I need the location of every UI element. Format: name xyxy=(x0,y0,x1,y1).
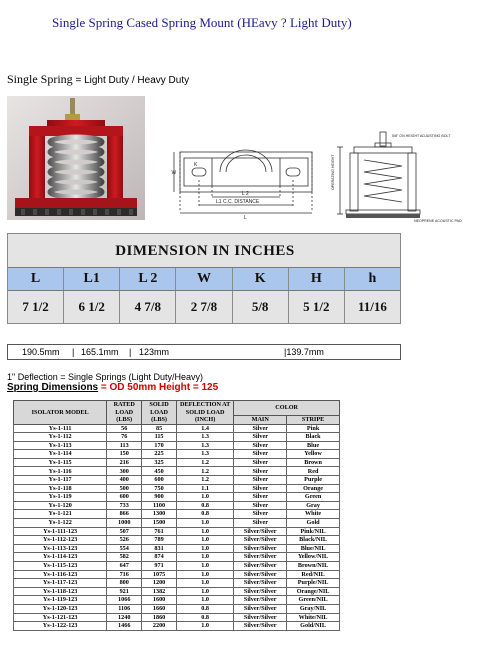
cell-solid-load: 1200 xyxy=(142,579,177,588)
table-row xyxy=(14,536,340,545)
mm-value-l1: 165.1mm xyxy=(81,347,119,357)
cell-deflection: 1.0 xyxy=(176,570,233,579)
drawing-label-k: K xyxy=(194,162,198,168)
cell-stripe-color: Blue/NIL xyxy=(287,544,340,553)
dim-header-w: W xyxy=(176,268,232,290)
cell-rated-load: 300 xyxy=(107,467,142,476)
spring-dimensions xyxy=(7,382,218,393)
cell-rated-load: 600 xyxy=(107,493,142,502)
product-duty: = Light Duty / Heavy Duty xyxy=(75,75,190,86)
cell-model: Ys-1-119-123 xyxy=(14,596,107,605)
col-header-solid-load: SOLID LOAD (LBS) xyxy=(142,401,177,425)
cell-rated-load: 76 xyxy=(107,433,142,442)
cell-deflection: 1.0 xyxy=(176,536,233,545)
cell-deflection: 1.0 xyxy=(176,527,233,536)
col-header-model: ISOLATOR MODEL xyxy=(14,401,107,425)
cell-rated-load: 400 xyxy=(107,476,142,485)
cell-main-color: Silver/Silver xyxy=(234,596,287,605)
cell-solid-load: 85 xyxy=(142,424,177,433)
dim-header-h-upper: H xyxy=(289,268,345,290)
table-row xyxy=(14,570,340,579)
cell-solid-load: 874 xyxy=(142,553,177,562)
cell-main-color: Silver/Silver xyxy=(234,570,287,579)
cell-solid-load: 971 xyxy=(142,562,177,571)
cell-rated-load: 1106 xyxy=(107,604,142,613)
cell-rated-load: 113 xyxy=(107,441,142,450)
metric-dimensions-box xyxy=(7,344,401,360)
mm-separator: | xyxy=(72,347,75,357)
col-header-rated-load: RATED LOAD (LBS) xyxy=(107,401,142,425)
cell-solid-load: 1500 xyxy=(142,519,177,528)
cell-deflection: 1.0 xyxy=(176,587,233,596)
cell-main-color: Silver xyxy=(234,501,287,510)
mm-value-l2: 123mm xyxy=(139,347,170,357)
cell-main-color: Silver/Silver xyxy=(234,544,287,553)
cell-stripe-color: Gray/NIL xyxy=(287,604,340,613)
cell-stripe-color: Yellow xyxy=(287,450,340,459)
dimension-table xyxy=(7,233,401,324)
cell-rated-load: 1240 xyxy=(107,613,142,622)
table-row xyxy=(14,484,340,493)
cell-main-color: Silver xyxy=(234,467,287,476)
cell-main-color: Silver xyxy=(234,450,287,459)
cell-model: Ys-1-112-123 xyxy=(14,536,107,545)
cell-model: Ys-1-119 xyxy=(14,493,107,502)
table-row xyxy=(14,493,340,502)
cell-deflection: 0.8 xyxy=(176,501,233,510)
cell-stripe-color: Gold xyxy=(287,519,340,528)
spring-dimensions-value: = OD 50mm Height = 125 xyxy=(100,382,219,393)
cell-rated-load: 921 xyxy=(107,587,142,596)
dim-value-l2: 4 7/8 xyxy=(120,291,176,323)
drawing-label-pad: NEOPRENE ACOUSTIC PAD xyxy=(414,219,462,223)
cell-rated-load: 1466 xyxy=(107,622,142,631)
isolator-spec-table xyxy=(13,400,340,631)
cell-rated-load: 500 xyxy=(107,484,142,493)
cell-main-color: Silver xyxy=(234,493,287,502)
cell-stripe-color: Brown/NIL xyxy=(287,562,340,571)
cell-model: Ys-1-113 xyxy=(14,441,107,450)
col-header-stripe: STRIPE xyxy=(287,416,340,425)
table-row xyxy=(14,476,340,485)
cell-main-color: Silver/Silver xyxy=(234,613,287,622)
table-row xyxy=(14,424,340,433)
cell-solid-load: 1660 xyxy=(142,604,177,613)
dim-value-h-upper: 5 1/2 xyxy=(289,291,345,323)
cell-main-color: Silver xyxy=(234,476,287,485)
cell-stripe-color: White xyxy=(287,510,340,519)
cell-rated-load: 507 xyxy=(107,527,142,536)
cell-stripe-color: Blue xyxy=(287,441,340,450)
side-view-drawing xyxy=(330,130,462,225)
cell-deflection: 1.0 xyxy=(176,579,233,588)
cell-model: Ys-1-122-123 xyxy=(14,622,107,631)
cell-rated-load: 56 xyxy=(107,424,142,433)
cell-model: Ys-1-117-123 xyxy=(14,579,107,588)
cell-stripe-color: Pink xyxy=(287,424,340,433)
dimension-value-row xyxy=(8,291,400,323)
cell-main-color: Silver xyxy=(234,441,287,450)
dim-value-k: 5/8 xyxy=(233,291,289,323)
cell-rated-load: 1000 xyxy=(107,519,142,528)
table-row xyxy=(14,467,340,476)
cell-stripe-color: White/NIL xyxy=(287,613,340,622)
cell-stripe-color: Brown xyxy=(287,458,340,467)
cell-solid-load: 225 xyxy=(142,450,177,459)
cell-rated-load: 733 xyxy=(107,501,142,510)
cell-solid-load: 1860 xyxy=(142,613,177,622)
front-view-drawing xyxy=(172,140,320,220)
dim-header-h-lower: h xyxy=(368,271,377,286)
cell-deflection: 1.0 xyxy=(176,622,233,631)
cell-deflection: 1.3 xyxy=(176,433,233,442)
cell-solid-load: 170 xyxy=(142,441,177,450)
cell-deflection: 0.8 xyxy=(176,510,233,519)
cell-model: Ys-1-118 xyxy=(14,484,107,493)
cell-rated-load: 554 xyxy=(107,544,142,553)
col-header-color: COLOR xyxy=(234,401,340,416)
cell-solid-load: 1600 xyxy=(142,596,177,605)
cell-stripe-color: Red xyxy=(287,467,340,476)
cell-model: Ys-1-111 xyxy=(14,424,107,433)
product-name: Single Spring xyxy=(7,72,73,86)
table-row xyxy=(14,441,340,450)
cell-deflection: 1.3 xyxy=(176,441,233,450)
product-photo xyxy=(7,96,145,220)
cell-model: Ys-1-112 xyxy=(14,433,107,442)
cell-solid-load: 900 xyxy=(142,493,177,502)
cell-stripe-color: Orange/NIL xyxy=(287,587,340,596)
cell-main-color: Silver/Silver xyxy=(234,604,287,613)
dimension-table-title: DIMENSION IN INCHES xyxy=(115,243,295,259)
cell-model: Ys-1-115-123 xyxy=(14,562,107,571)
dim-header-l1: L1 xyxy=(64,268,120,290)
cell-model: Ys-1-111-123 xyxy=(14,527,107,536)
col-header-deflection: DEFLECTION AT SOLID LOAD (INCH) xyxy=(176,401,233,425)
cell-deflection: 1.2 xyxy=(176,476,233,485)
table-row xyxy=(14,450,340,459)
cell-model: Ys-1-114 xyxy=(14,450,107,459)
cell-stripe-color: Green xyxy=(287,493,340,502)
drawing-label-l1: L1 C.C. DISTANCE xyxy=(216,199,260,205)
dim-value-w: 2 7/8 xyxy=(176,291,232,323)
cell-rated-load: 582 xyxy=(107,553,142,562)
cell-model: Ys-1-120-123 xyxy=(14,604,107,613)
table-row xyxy=(14,587,340,596)
cell-rated-load: 800 xyxy=(107,579,142,588)
dim-header-l: L xyxy=(8,268,64,290)
cell-main-color: Silver/Silver xyxy=(234,562,287,571)
table-row xyxy=(14,458,340,467)
spring-dimensions-label: Spring Dimensions xyxy=(7,382,99,393)
cell-deflection: 1.0 xyxy=(176,553,233,562)
mm-separator: | xyxy=(129,347,132,357)
table-row xyxy=(14,433,340,442)
cell-main-color: Silver xyxy=(234,424,287,433)
dim-value-l1: 6 1/2 xyxy=(64,291,120,323)
cell-model: Ys-1-121-123 xyxy=(14,613,107,622)
cell-model: Ys-1-116 xyxy=(14,467,107,476)
cell-main-color: Silver xyxy=(234,510,287,519)
drawing-label-w: W xyxy=(171,170,177,176)
dim-header-l2: L 2 xyxy=(120,268,176,290)
table-row xyxy=(14,553,340,562)
deflection-note: 1" Deflection = Single Springs (Light Duty/Heavy) xyxy=(7,372,204,382)
drawing-label-l: L xyxy=(244,215,247,221)
table-row xyxy=(14,562,340,571)
spec-table-body xyxy=(14,424,340,630)
dim-value-l: 7 1/2 xyxy=(8,291,64,323)
cell-main-color: Silver xyxy=(234,458,287,467)
cell-rated-load: 866 xyxy=(107,510,142,519)
cell-stripe-color: Red/NIL xyxy=(287,570,340,579)
table-row xyxy=(14,527,340,536)
table-row xyxy=(14,544,340,553)
cell-solid-load: 750 xyxy=(142,484,177,493)
cell-rated-load: 216 xyxy=(107,458,142,467)
cell-model: Ys-1-122 xyxy=(14,519,107,528)
cell-model: Ys-1-118-123 xyxy=(14,587,107,596)
table-row xyxy=(14,501,340,510)
mm-value-h: |139.7mm xyxy=(284,347,324,357)
cell-solid-load: 325 xyxy=(142,458,177,467)
cell-solid-load: 789 xyxy=(142,536,177,545)
cell-model: Ys-1-121 xyxy=(14,510,107,519)
cell-model: Ys-1-114-123 xyxy=(14,553,107,562)
dim-value-h-lower: 11/16 xyxy=(357,299,387,314)
cell-main-color: Silver xyxy=(234,484,287,493)
cell-stripe-color: Gray xyxy=(287,501,340,510)
cell-stripe-color: Purple xyxy=(287,476,340,485)
cell-model: Ys-1-117 xyxy=(14,476,107,485)
cell-main-color: Silver/Silver xyxy=(234,587,287,596)
page-title: Single Spring Cased Spring Mount (HEavy ? Light Duty) xyxy=(52,15,352,30)
dimension-header-row xyxy=(8,267,400,291)
cell-deflection: 1.0 xyxy=(176,596,233,605)
cell-model: Ys-1-113-123 xyxy=(14,544,107,553)
cell-deflection: 1.1 xyxy=(176,484,233,493)
cell-model: Ys-1-120 xyxy=(14,501,107,510)
cell-main-color: Silver/Silver xyxy=(234,622,287,631)
cell-rated-load: 716 xyxy=(107,570,142,579)
cell-rated-load: 1066 xyxy=(107,596,142,605)
cell-rated-load: 526 xyxy=(107,536,142,545)
col-header-main: MAIN xyxy=(234,416,287,425)
cell-stripe-color: Pink/NIL xyxy=(287,527,340,536)
cell-deflection: 1.2 xyxy=(176,458,233,467)
cell-deflection: 1.3 xyxy=(176,450,233,459)
table-row xyxy=(14,622,340,631)
cell-solid-load: 2200 xyxy=(142,622,177,631)
cell-stripe-color: Purple/NIL xyxy=(287,579,340,588)
cell-main-color: Silver/Silver xyxy=(234,579,287,588)
cell-deflection: 1.0 xyxy=(176,562,233,571)
cell-stripe-color: Orange xyxy=(287,484,340,493)
table-row xyxy=(14,519,340,528)
cell-deflection: 0.8 xyxy=(176,604,233,613)
cell-solid-load: 1382 xyxy=(142,587,177,596)
cell-stripe-color: Gold/NIL xyxy=(287,622,340,631)
cell-solid-load: 1300 xyxy=(142,510,177,519)
cell-deflection: 0.8 xyxy=(176,613,233,622)
cell-solid-load: 1075 xyxy=(142,570,177,579)
table-row xyxy=(14,510,340,519)
drawing-label-l2: L 2 xyxy=(242,191,249,197)
table-row xyxy=(14,596,340,605)
table-row xyxy=(14,613,340,622)
cell-solid-load: 1100 xyxy=(142,501,177,510)
mm-value-l: 190.5mm xyxy=(22,347,60,357)
cell-main-color: Silver/Silver xyxy=(234,527,287,536)
cell-main-color: Silver/Silver xyxy=(234,553,287,562)
cell-main-color: Silver xyxy=(234,519,287,528)
cell-model: Ys-1-116-123 xyxy=(14,570,107,579)
cell-stripe-color: Yellow/NIL xyxy=(287,553,340,562)
cell-deflection: 1.4 xyxy=(176,424,233,433)
dim-header-k: K xyxy=(233,268,289,290)
table-row xyxy=(14,604,340,613)
cell-main-color: Silver/Silver xyxy=(234,536,287,545)
product-subtitle xyxy=(7,72,189,87)
cell-solid-load: 600 xyxy=(142,476,177,485)
cell-stripe-color: Black xyxy=(287,433,340,442)
drawing-label-bolt: 5/8" ON HEIGHT ADJUSTING BOLT xyxy=(392,134,451,138)
cell-solid-load: 831 xyxy=(142,544,177,553)
cell-main-color: Silver xyxy=(234,433,287,442)
cell-stripe-color: Black/NIL xyxy=(287,536,340,545)
table-row xyxy=(14,579,340,588)
cell-deflection: 1.0 xyxy=(176,519,233,528)
drawing-label-height: OPERATING HEIGHT xyxy=(331,154,335,190)
cell-solid-load: 761 xyxy=(142,527,177,536)
cell-deflection: 1.0 xyxy=(176,544,233,553)
cell-rated-load: 150 xyxy=(107,450,142,459)
cell-solid-load: 115 xyxy=(142,433,177,442)
cell-model: Ys-1-115 xyxy=(14,458,107,467)
cell-solid-load: 450 xyxy=(142,467,177,476)
cell-rated-load: 647 xyxy=(107,562,142,571)
cell-deflection: 1.2 xyxy=(176,467,233,476)
cell-stripe-color: Green/NIL xyxy=(287,596,340,605)
cell-deflection: 1.0 xyxy=(176,493,233,502)
